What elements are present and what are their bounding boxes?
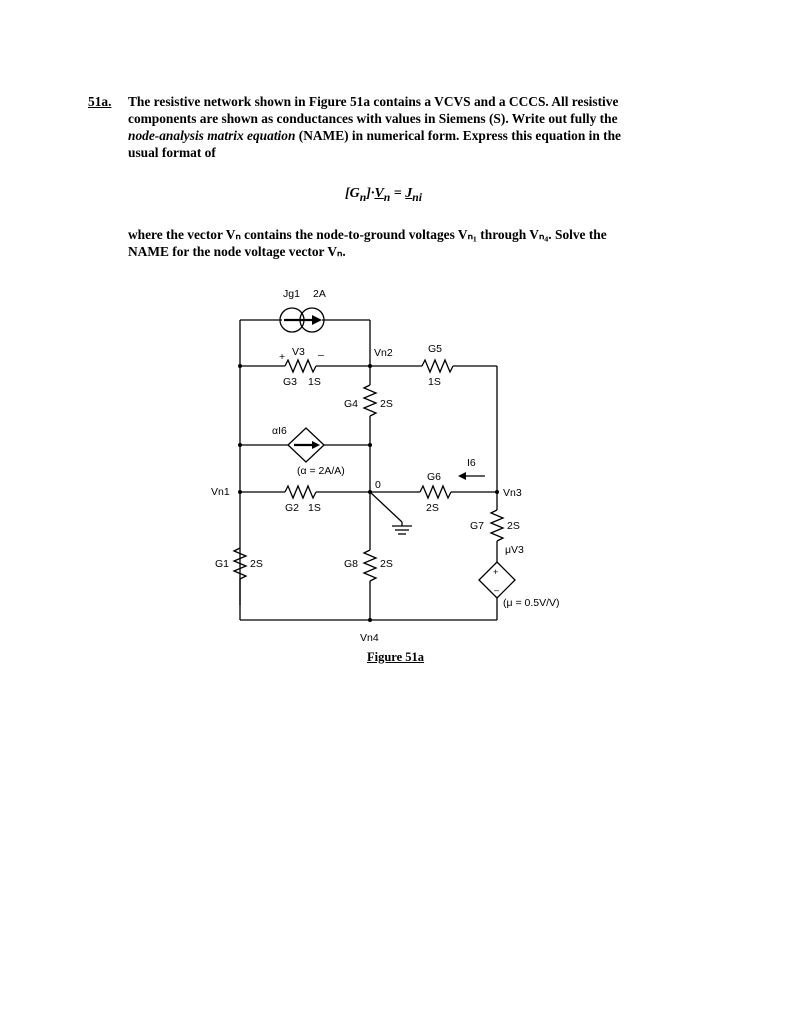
jg1-value: 2A [313,288,326,300]
problem-text [128,93,718,161]
vn1-label: Vn1 [211,486,230,498]
g6-label: G6 [427,471,442,483]
circuit-diagram [0,270,791,650]
vn4-label: Vn4 [360,632,379,644]
g5-value: 1S [428,376,441,388]
g1-label: G1 [215,558,230,570]
alpha-label: (α = 2A/A) [297,465,345,477]
g7-value: 2S [507,520,520,532]
vn3-label: Vn3 [503,487,522,499]
problem-line-1: The resistive network shown in Figure 51a contains a VCVS and a CCCS. All resistive [128,94,619,109]
ground-node-label: 0 [375,479,381,491]
where-paragraph [128,226,688,260]
cccs-label: αI6 [272,425,287,437]
vcvs-minus: – [494,585,500,595]
vn2-label: Vn2 [374,347,393,359]
g3-value: 1S [308,376,321,388]
problem-line-3: node-analysis matrix equation (NAME) in numerical form. Express this equation in the [128,128,621,143]
problem-line-2: components are shown as conductances with values in Siemens (S). Write out fully the [128,111,618,126]
g2-label: G2 [285,502,300,514]
g4-value: 2S [380,398,393,410]
matrix-equation: $[G_n]\cdot V_n = J_{ni}$ [345,186,422,204]
vcvs-label: μV3 [505,544,524,556]
g7-label: G7 [470,520,485,532]
name-term: node-analysis matrix equation [128,128,296,143]
g8-value: 2S [380,558,393,570]
vcvs-plus: + [493,567,499,577]
figure-caption: Figure 51a [367,650,425,664]
mu-label: (μ = 0.5V/V) [503,597,560,609]
where-line-2: NAME for the node voltage vector Vₙ. [128,244,346,259]
g1-value: 2S [250,558,263,570]
problem-line-4: usual format of [128,145,216,160]
where-line-1: where the vector Vₙ contains the node-to-ground voltages Vₙ₁ through Vₙ₄. Solve the [128,227,607,242]
g2-value: 1S [308,502,321,514]
v3-minus: – [318,349,324,361]
jg1-label: Jg1 [283,288,300,300]
v3-plus: + [279,351,286,363]
g6-value: 2S [426,502,439,514]
g3-label: G3 [283,376,298,388]
v3-label: V3 [292,346,305,358]
problem-number: 51a. [88,94,112,109]
g5-label: G5 [428,343,443,355]
i6-label: I6 [467,457,476,469]
g4-label: G4 [344,398,359,410]
g8-label: G8 [344,558,359,570]
